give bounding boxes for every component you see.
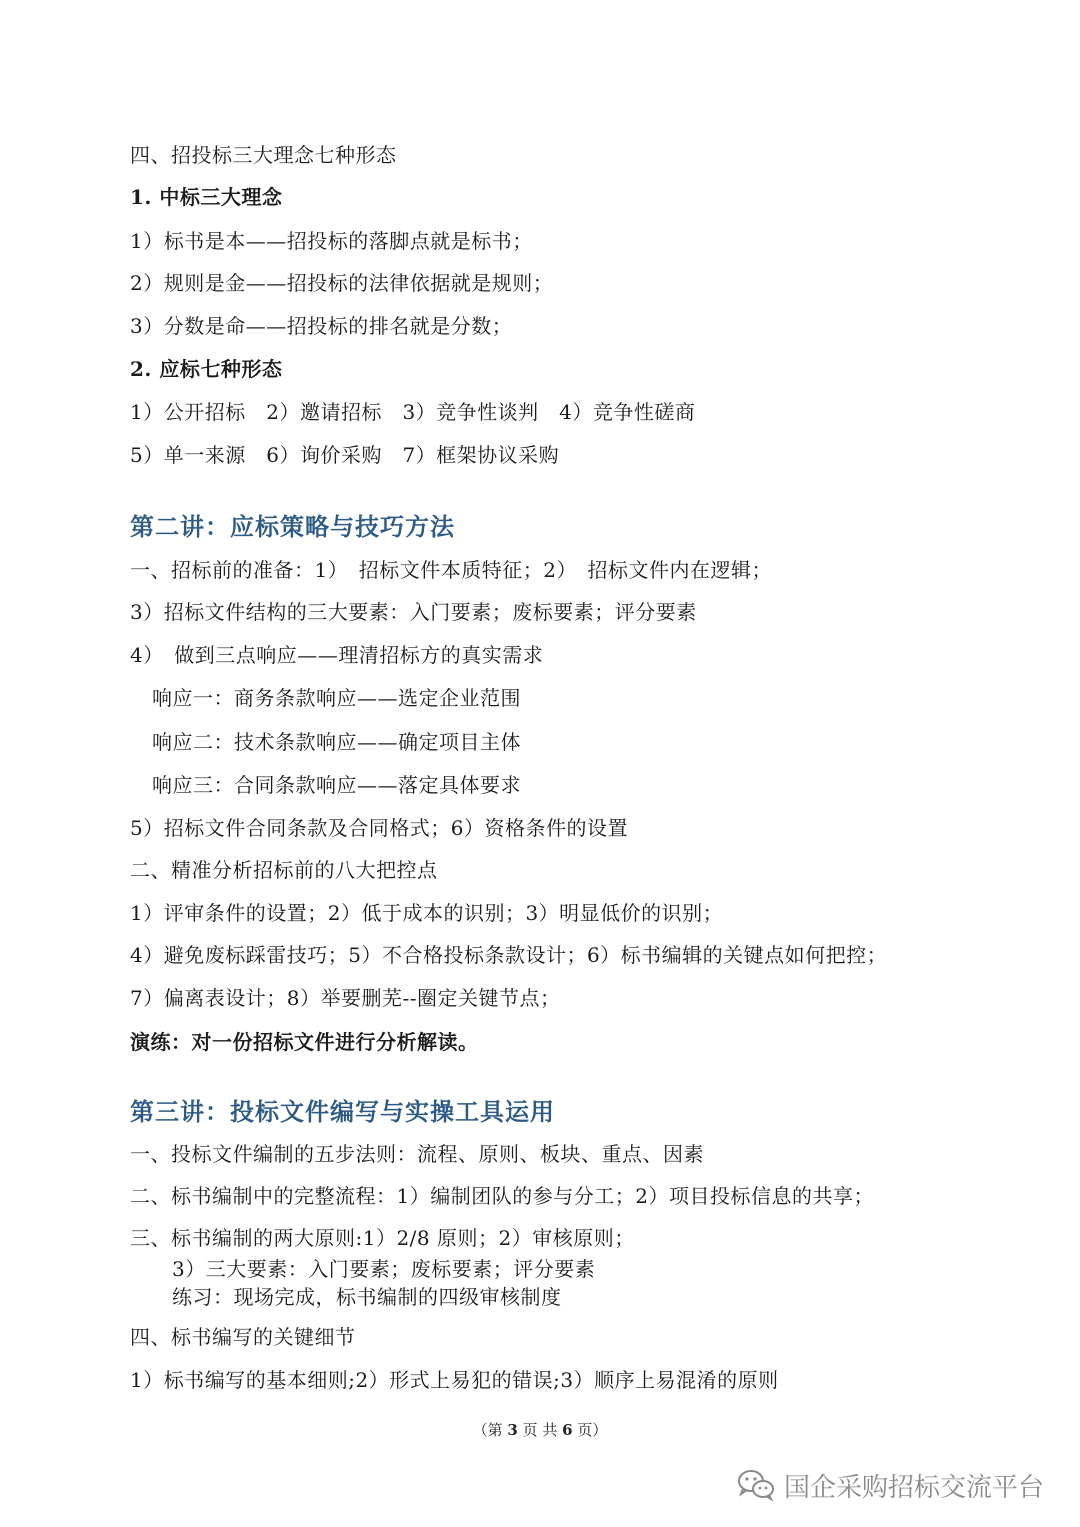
footer-current-page: 3 [507, 1421, 518, 1439]
text-line: 响应三：合同条款响应——落定具体要求 [152, 773, 521, 797]
text-line: 3）三大要素：入门要素；废标要素；评分要素 [172, 1257, 596, 1281]
text-line: 2）规则是金——招投标的法律依据就是规则； [130, 271, 554, 295]
section-heading: 四、招投标三大理念七种形态 [130, 143, 397, 167]
text-line: 响应一：商务条款响应——选定企业范围 [152, 686, 521, 710]
text-line: 7）偏离表设计；8）举要删芜--圈定关键节点； [130, 986, 561, 1010]
text-line: 3）招标文件结构的三大要素：入门要素；废标要素；评分要素 [130, 600, 697, 624]
lecture-heading: 第二讲：应标策略与技巧方法 [130, 512, 455, 541]
text-line: 4）避免废标踩雷技巧；5）不合格投标条款设计；6）标书编辑的关键点如何把控； [130, 943, 888, 967]
text-line: 3）分数是命——招投标的排名就是分数； [130, 314, 513, 338]
text-line: 二、标书编制中的完整流程：1）编制团队的参与分工；2）项目投标信息的共享； [130, 1184, 874, 1208]
text-line: 1）标书编写的基本细则;2）形式上易犯的错误;3）顺序上易混淆的原则 [130, 1368, 779, 1392]
text-line: 5）招标文件合同条款及合同格式；6）资格条件的设置 [130, 816, 628, 840]
watermark [736, 1465, 1044, 1505]
subsection-heading: 2. 应标七种形态 [130, 357, 283, 381]
text-line: 响应二：技术条款响应——确定项目主体 [152, 730, 521, 754]
footer-prefix: （第 [472, 1421, 508, 1439]
footer-middle: 页 共 [517, 1421, 563, 1439]
wechat-icon [736, 1468, 776, 1502]
text-line: 4） 做到三点响应——理清招标方的真实需求 [130, 643, 544, 667]
text-line: 一、投标文件编制的五步法则：流程、原则、板块、重点、因素 [130, 1142, 704, 1166]
text-line: 一、招标前的准备：1） 招标文件本质特征；2） 招标文件内在逻辑； [130, 558, 772, 582]
watermark-text: 国企采购招标交流平台 [784, 1472, 1045, 1503]
page-footer [0, 1420, 1080, 1440]
text-line: 5）单一来源 6）询价采购 7）框架协议采购 [130, 443, 560, 467]
footer-total-pages: 6 [562, 1421, 573, 1439]
exercise-line: 演练：对一份招标文件进行分析解读。 [130, 1030, 479, 1054]
text-line: 1）评审条件的设置；2）低于成本的识别；3）明显低价的识别； [130, 901, 724, 925]
section-heading: 二、精准分析招标前的八大把控点 [130, 858, 438, 882]
lecture-heading: 第三讲：投标文件编写与实操工具运用 [130, 1097, 555, 1126]
text-line: 练习：现场完成，标书编制的四级审核制度 [172, 1285, 562, 1309]
section-heading: 四、标书编写的关键细节 [130, 1325, 356, 1349]
text-line: 三、标书编制的两大原则:1）2/8 原则；2）审核原则； [130, 1226, 635, 1250]
footer-suffix: 页） [572, 1421, 608, 1439]
text-line: 1）标书是本——招投标的落脚点就是标书； [130, 229, 533, 253]
subsection-heading: 1. 中标三大理念 [130, 185, 283, 209]
text-line: 1）公开招标 2）邀请招标 3）竞争性谈判 4）竞争性磋商 [130, 400, 696, 424]
